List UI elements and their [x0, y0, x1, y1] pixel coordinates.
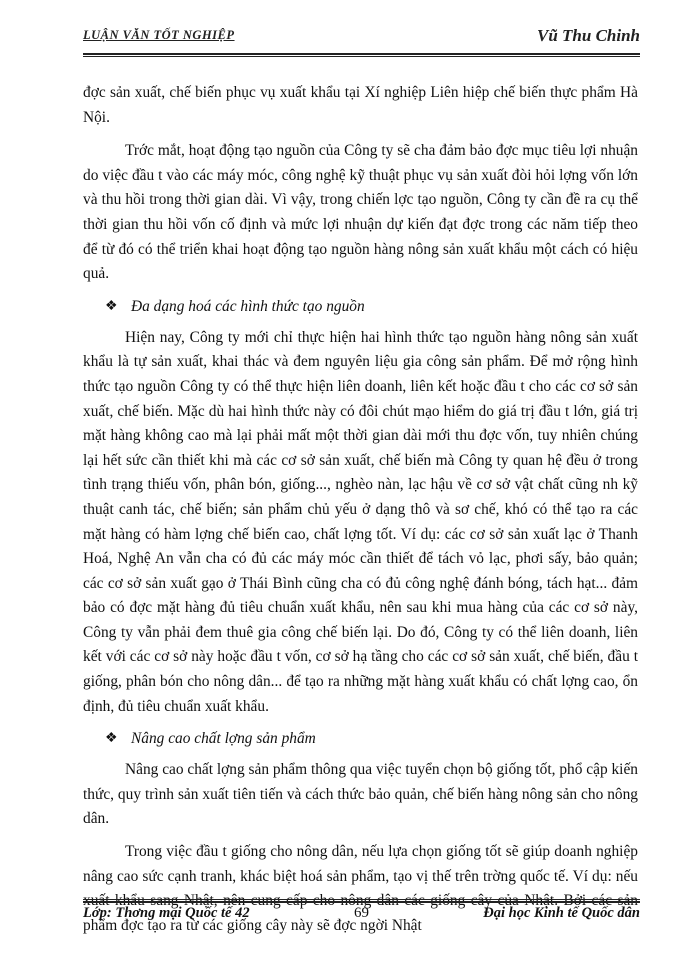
- diamond-bullet-icon: ❖: [105, 298, 118, 314]
- header-thesis-title: LUẬN VĂN TỐT NGHIỆP: [83, 28, 235, 42]
- section-heading-quality: [83, 727, 638, 751]
- diamond-bullet-icon: ❖: [105, 731, 118, 747]
- page-footer: [83, 905, 640, 929]
- header-author: Vũ Thu Chinh: [536, 26, 640, 45]
- footer-class: Lớp: Thơng mại Quốc tế 42: [83, 905, 250, 921]
- section-title: Nâng cao chất lợng sản phẩm: [131, 730, 316, 748]
- section-title: Đa dạng hoá các hình thức tạo nguồn: [131, 297, 365, 315]
- footer-university: Đại học Kinh tế Quốc dân: [483, 905, 640, 921]
- footer-rule: [83, 899, 640, 903]
- paragraph-1: đợc sản xuất, chế biến phục vụ xuất khẩu tại Xí nghiệp Liên hiệp chế biến thực phẩm Hà Nội.: [83, 84, 638, 126]
- header-rule: [83, 53, 640, 57]
- section-heading-diversify: [83, 295, 638, 319]
- paragraph-3: Hiện nay, Công ty mới chỉ thực hiện hai hình thức tạo nguồn hàng nông sản xuất khẩu là tự sản xuất, khai thác và đem nguyên liệu gia công sản phẩm. Để mở rộng hình thức tạo nguồn Công ty có thể thực hiện liên doanh, liên kết hoặc đầu t cho các cơ sở sản xuất, chế biến. Mặc dù hai hình thức này có đôi chút mạo hiểm do giá trị đầu t lớn, giá trị mặt hàng không cao mà lại phải mất một thời gian dài mới thu đợc vốn, tuy nhiên chúng lại hết sức cần thiết khi mà các cơ sở sản xuất, chế biến mà Công ty quan hệ đều ở trong tình trạng thiếu vốn, phân bón, giống..., nghèo nàn, lạc hậu về cơ sở vật chất cũng nh kỹ thuật canh tác, chế biến; sản phẩm chủ yếu ở dạng thô và sơ chế, khó có thể tạo ra các mặt hàng có hàm lợng chế biến cao, chất lợng tốt. Ví dụ: các cơ sở sản xuất lạc ở Thanh Hoá, Nghệ An vẫn cha có đủ các máy móc cần thiết để tách vỏ lạc, phơi sấy, bảo quản; các cơ sở sản xuất gạo ở Thái Bình cũng cha có đủ công nghệ đánh bóng, tách hạt... đảm bảo có đợc mặt hàng đủ tiêu chuẩn xuất khẩu, nên sau khi mua hàng của các cơ sở này, Công ty vẫn phải đem thuê gia công chế biến lại. Do đó, Công ty có thể liên doanh, liên kết với các cơ sở này hoặc đầu t vốn, cơ sở hạ tầng cho các cơ sở sản xuất, chế biến, đầu t giống, phân bón cho nông dân... để tạo ra những mặt hàng xuất khẩu có chất lợng cao, ổn định, đủ tiêu chuẩn xuất khẩu.: [83, 328, 638, 715]
- paragraph-2: Trớc mắt, hoạt động tạo nguồn của Công ty sẽ cha đảm bảo đợc mục tiêu lợi nhuận do việc đầu t vào các máy móc, công nghệ kỹ thuật phục vụ sản xuất đòi hỏi lợng vốn lớn và thu hồi trong thời gian dài. Vì vậy, trong chiến lợc tạo nguồn, Công ty cần đề ra cụ thể thời gian thu hồi vốn cố định và mức lợi nhuận dự kiến đạt đợc trong các năm tiếp theo để từ đó có thể triển khai hoạt động tạo nguồn hàng nông sản xuất khẩu một cách có hiệu quả.: [83, 142, 638, 283]
- paragraph-4: Nâng cao chất lợng sản phẩm thông qua việc tuyển chọn bộ giống tốt, phổ cập kiến thức, quy trình sản xuất tiên tiến và cách thức bảo quản, chế biến hàng nông sản cho nông dân.: [83, 761, 638, 828]
- paragraph-5: Trong việc đầu t giống cho nông dân, nếu lựa chọn giống tốt sẽ giúp doanh nghiệp nâng cao sức cạnh tranh, khác biệt hoá sản phẩm, tạo vị thế trên trờng quốc tế. Ví dụ: nếu xuất khẩu sang Nhật, nên cung cấp cho nông dân các giống cây của Nhật. Bởi các sản phẩm đợc tạo ra từ các giống cây này sẽ đợc ngời Nhật: [83, 843, 638, 934]
- page-header: [83, 26, 640, 48]
- document-body: [83, 81, 638, 946]
- page-number: 69: [354, 905, 369, 921]
